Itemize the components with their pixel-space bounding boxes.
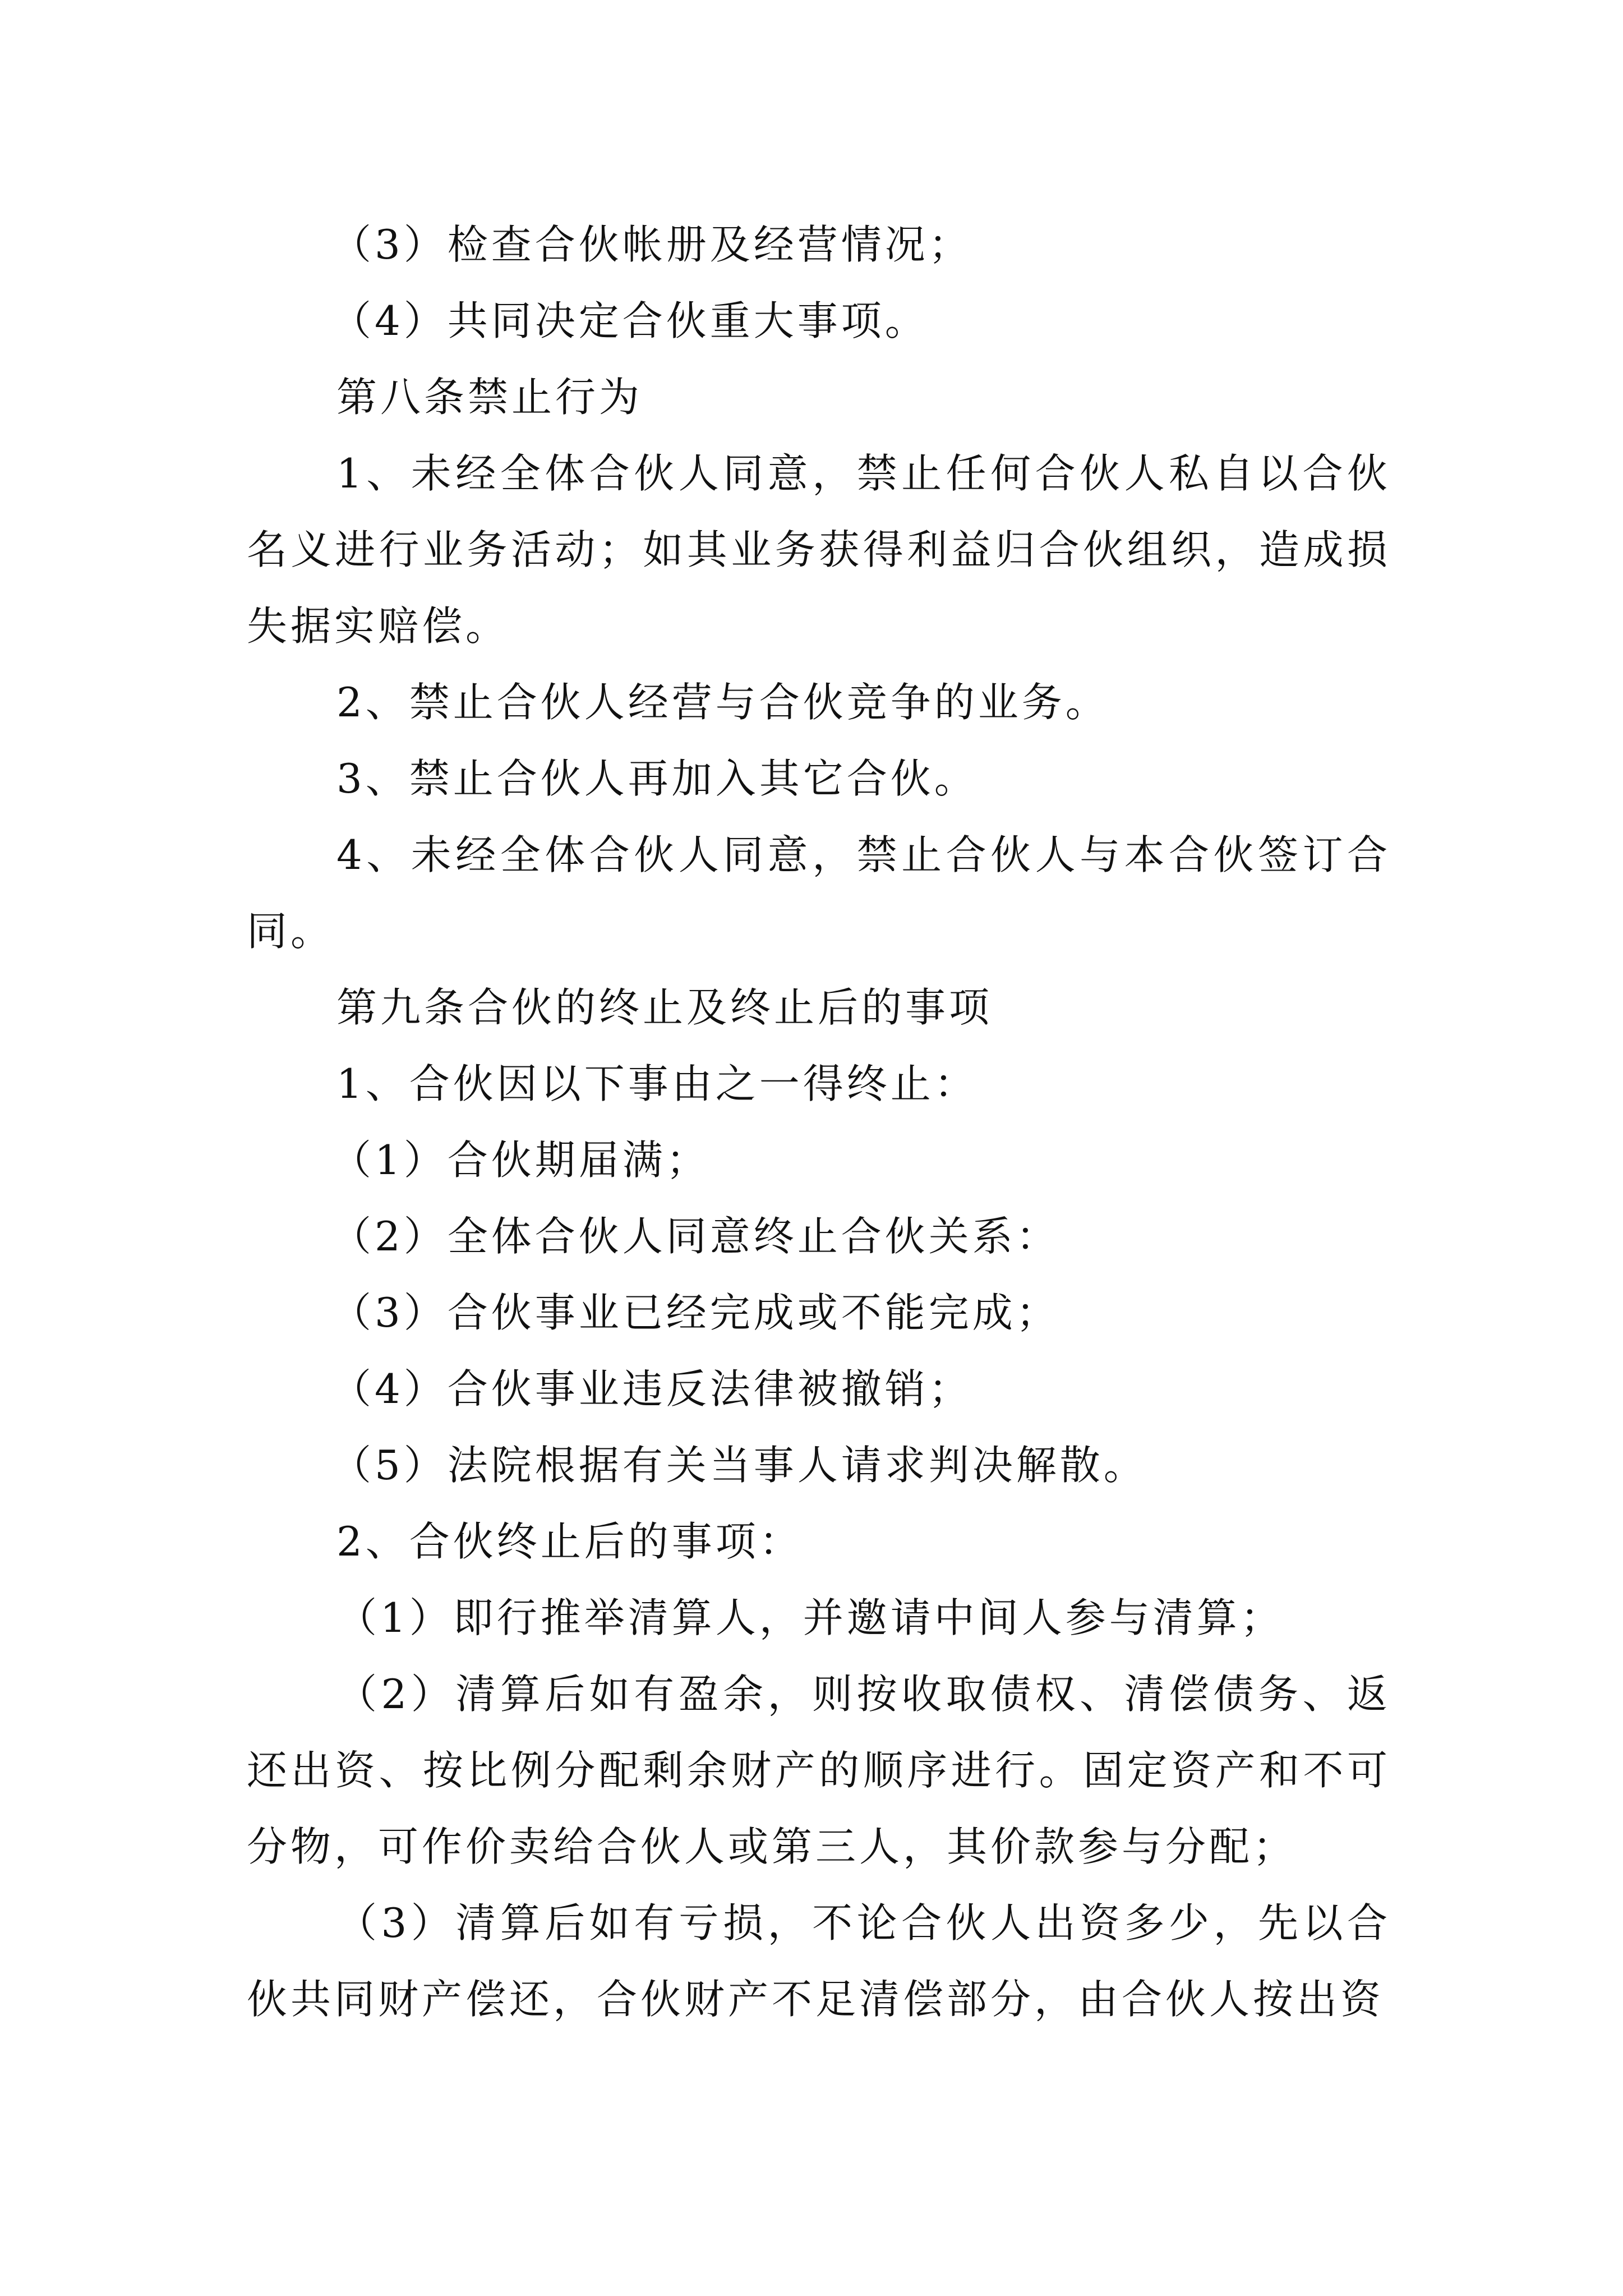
paragraph: （3）清算后如有亏损，不论合伙人出资多少，先以合伙共同财产偿还，合伙财产不足清偿部分，由合伙人按出资 — [247, 1899, 1391, 2023]
document-body — [247, 206, 1391, 2037]
paragraph: 4、未经全体合伙人同意，禁止合伙人与本合伙签订合同。 — [247, 831, 1391, 955]
paragraph: 1、合伙因以下事由之一得终止： — [336, 1060, 978, 1107]
paragraph: 3、禁止合伙人再加入其它合伙。 — [336, 755, 978, 802]
paragraph: （2）清算后如有盈余，则按收取债权、清偿债务、返还出资、按比例分配剩余财产的顺序进行。固定资产和不可分物，可作价卖给合伙人或第三人，其价款参与分配； — [247, 1671, 1391, 1870]
article-heading: 第八条禁止行为 — [336, 374, 643, 421]
paragraph: （5）法院根据有关当事人请求判决解散。 — [331, 1442, 1147, 1489]
paragraph: （2）全体合伙人同意终止合伙关系： — [331, 1213, 1060, 1260]
paragraph: 1、未经全体合伙人同意，禁止任何合伙人私自以合伙名义进行业务活动；如其业务获得利益归合伙组织，造成损失据实赔偿。 — [247, 450, 1391, 650]
paragraph: （1）即行推举清算人，并邀请中间人参与清算； — [336, 1594, 1284, 1641]
article-heading: 第九条合伙的终止及终止后的事项 — [336, 984, 993, 1031]
paragraph: （4）共同决定合伙重大事项。 — [331, 297, 929, 344]
paragraph: （3）检查合伙帐册及经营情况； — [331, 221, 972, 268]
paragraph: 2、合伙终止后的事项： — [336, 1518, 803, 1565]
paragraph: （1）合伙期届满； — [331, 1137, 710, 1184]
paragraph: （3）合伙事业已经完成或不能完成； — [331, 1289, 1060, 1336]
paragraph: 2、禁止合伙人经营与合伙竞争的业务。 — [336, 679, 1109, 726]
paragraph: （4）合伙事业违反法律被撤销； — [331, 1365, 972, 1412]
